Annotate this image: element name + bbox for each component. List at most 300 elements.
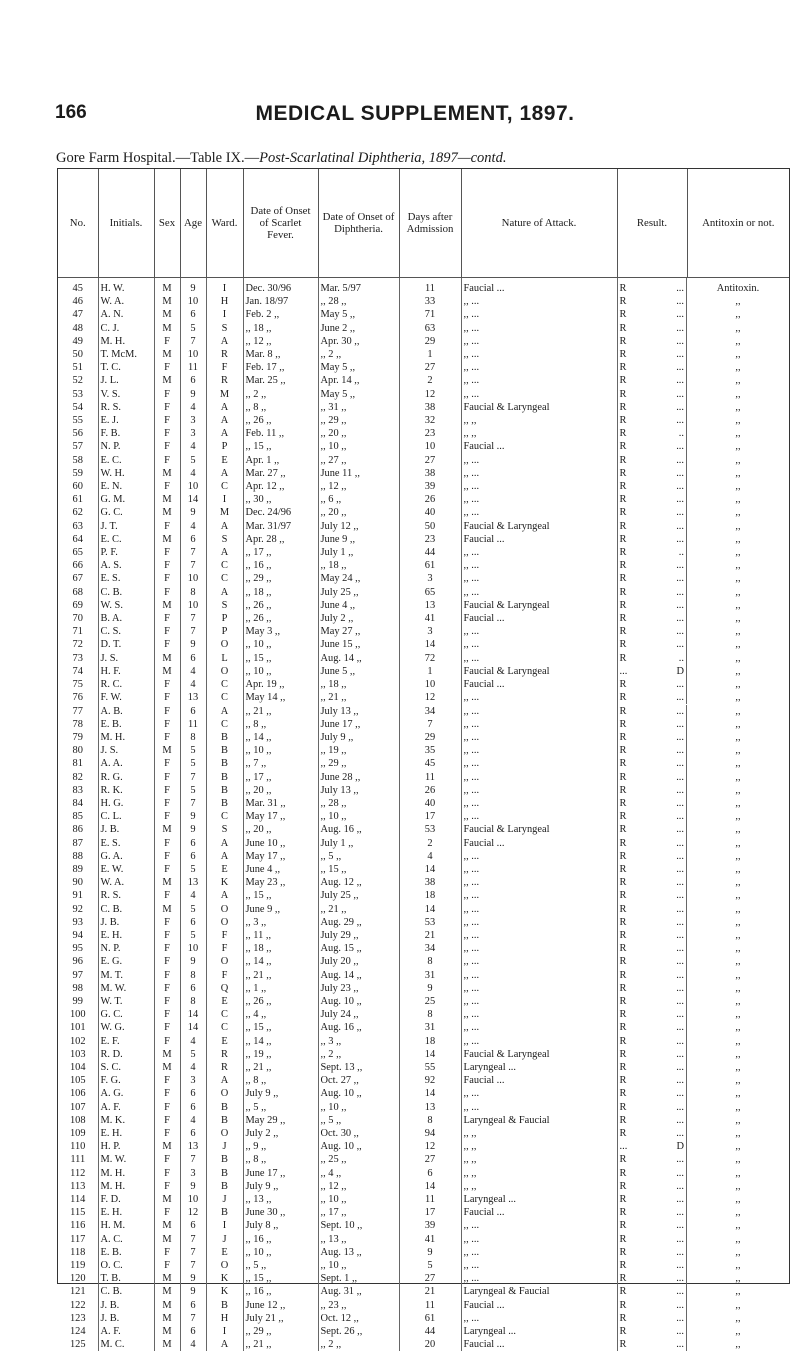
cell-ward: A xyxy=(206,520,243,533)
cell-ward: B xyxy=(206,784,243,797)
cell-antitoxin: ,, xyxy=(687,995,789,1008)
result-died: ... xyxy=(676,1299,684,1312)
cell-antitoxin: ,, xyxy=(687,348,789,361)
cell-result xyxy=(618,757,688,770)
table-row xyxy=(58,625,789,638)
cell-age: 9 xyxy=(180,1180,206,1193)
cell-days: 53 xyxy=(399,916,461,929)
cell-sex: M xyxy=(154,374,180,387)
result-died: ... xyxy=(676,454,684,467)
cell-sex: M xyxy=(154,652,180,665)
cell-no: 78 xyxy=(58,718,98,731)
cell-ward: A xyxy=(206,1338,243,1351)
cell-antitoxin: ,, xyxy=(687,929,789,942)
cell-age: 8 xyxy=(180,731,206,744)
result-recovered: R xyxy=(620,1312,627,1325)
cell-sex: M xyxy=(154,467,180,480)
cell-initials: E. J. xyxy=(98,414,154,427)
cell-scarlet-onset: ,, 14 ,, xyxy=(243,731,318,744)
cell-nature: Faucial & Laryngeal xyxy=(461,520,617,533)
cell-nature: ,, ,, xyxy=(461,1153,617,1166)
cell-initials: H. M. xyxy=(98,1219,154,1232)
cell-diphtheria-onset: ,, 21 ,, xyxy=(318,691,399,704)
cell-age: 4 xyxy=(180,467,206,480)
cell-diphtheria-onset: May 5 ,, xyxy=(318,361,399,374)
table-row xyxy=(58,1246,789,1259)
cell-days: 38 xyxy=(399,876,461,889)
cell-scarlet-onset: June 30 ,, xyxy=(243,1206,318,1219)
cell-result xyxy=(618,1233,688,1246)
cell-result xyxy=(618,348,688,361)
result-died: ... xyxy=(676,1233,684,1246)
result-recovered: R xyxy=(620,1233,627,1246)
cell-nature: Laryngeal ... xyxy=(461,1061,617,1074)
cell-scarlet-onset: ,, 10 ,, xyxy=(243,638,318,651)
cell-scarlet-onset: ,, 11 ,, xyxy=(243,929,318,942)
cell-initials: E. B. xyxy=(98,718,154,731)
cell-ward: J xyxy=(206,1193,243,1206)
result-recovered: R xyxy=(620,995,627,1008)
cell-antitoxin: ,, xyxy=(687,797,789,810)
cell-days: 12 xyxy=(399,1140,461,1153)
cell-scarlet-onset: Apr. 12 ,, xyxy=(243,480,318,493)
cell-antitoxin: ,, xyxy=(687,1193,789,1206)
table-row xyxy=(58,1233,789,1246)
cell-diphtheria-onset: July 12 ,, xyxy=(318,520,399,533)
table-row xyxy=(58,572,789,585)
result-died: ... xyxy=(676,823,684,836)
cell-days: 11 xyxy=(399,278,461,296)
result-recovered: R xyxy=(620,1101,627,1114)
cell-days: 94 xyxy=(399,1127,461,1140)
result-recovered: R xyxy=(620,797,627,810)
cell-days: 44 xyxy=(399,546,461,559)
cell-no: 86 xyxy=(58,823,98,836)
table-row xyxy=(58,1048,789,1061)
cell-days: 10 xyxy=(399,678,461,691)
cell-days: 14 xyxy=(399,638,461,651)
cell-days: 33 xyxy=(399,295,461,308)
table-row xyxy=(58,823,789,836)
cell-no: 108 xyxy=(58,1114,98,1127)
cell-nature: ,, ... xyxy=(461,625,617,638)
cell-scarlet-onset: ,, 26 ,, xyxy=(243,612,318,625)
cell-ward: A xyxy=(206,705,243,718)
column-header: Result. xyxy=(617,169,687,278)
cell-age: 11 xyxy=(180,361,206,374)
cell-no: 57 xyxy=(58,440,98,453)
cell-diphtheria-onset: ,, 28 ,, xyxy=(318,797,399,810)
cell-initials: C. J. xyxy=(98,322,154,335)
cell-days: 61 xyxy=(399,1312,461,1325)
cell-result xyxy=(618,744,688,757)
result-recovered: R xyxy=(620,1087,627,1100)
cell-ward: C xyxy=(206,691,243,704)
cell-age: 3 xyxy=(180,1074,206,1087)
cell-age: 7 xyxy=(180,612,206,625)
cell-days: 8 xyxy=(399,955,461,968)
cell-nature: ,, ... xyxy=(461,361,617,374)
cell-antitoxin: ,, xyxy=(687,1074,789,1087)
cell-initials: A. S. xyxy=(98,559,154,572)
cell-antitoxin: ,, xyxy=(687,850,789,863)
cell-initials: M. W. xyxy=(98,1153,154,1166)
cell-ward: A xyxy=(206,889,243,902)
cell-result xyxy=(618,823,688,836)
cell-antitoxin: ,, xyxy=(687,295,789,308)
cell-days: 23 xyxy=(399,533,461,546)
cell-diphtheria-onset: ,, 12 ,, xyxy=(318,480,399,493)
cell-sex: F xyxy=(154,572,180,585)
cell-scarlet-onset: June 17 ,, xyxy=(243,1167,318,1180)
cell-nature: Faucial & Laryngeal xyxy=(461,401,617,414)
table-row xyxy=(58,1087,789,1100)
cell-no: 121 xyxy=(58,1285,98,1298)
cell-initials: C. S. xyxy=(98,625,154,638)
cell-age: 6 xyxy=(180,916,206,929)
result-recovered: R xyxy=(620,744,627,757)
table-body xyxy=(58,278,789,1351)
table-row xyxy=(58,916,789,929)
cell-sex: F xyxy=(154,1246,180,1259)
cell-diphtheria-onset: ,, 15 ,, xyxy=(318,863,399,876)
cell-ward: S xyxy=(206,533,243,546)
table-row xyxy=(58,1008,789,1021)
result-recovered: R xyxy=(620,308,627,321)
cell-scarlet-onset: July 8 ,, xyxy=(243,1219,318,1232)
cell-no: 94 xyxy=(58,929,98,942)
cell-diphtheria-onset: June 9 ,, xyxy=(318,533,399,546)
cell-nature: ,, ... xyxy=(461,493,617,506)
result-recovered: R xyxy=(620,440,627,453)
cell-diphtheria-onset: ,, 21 ,, xyxy=(318,903,399,916)
cell-scarlet-onset: June 4 ,, xyxy=(243,863,318,876)
cell-scarlet-onset: May 17 ,, xyxy=(243,850,318,863)
table-row xyxy=(58,810,789,823)
cell-initials: W. G. xyxy=(98,1021,154,1034)
cell-days: 20 xyxy=(399,1338,461,1351)
result-recovered: R xyxy=(620,1219,627,1232)
result-recovered: R xyxy=(620,771,627,784)
result-recovered: R xyxy=(620,480,627,493)
cell-sex: F xyxy=(154,559,180,572)
cell-nature: ,, ... xyxy=(461,454,617,467)
result-recovered: R xyxy=(620,1008,627,1021)
cell-sex: M xyxy=(154,1285,180,1298)
cell-initials: A. A. xyxy=(98,757,154,770)
cell-ward: F xyxy=(206,929,243,942)
cell-result xyxy=(618,335,688,348)
cell-no: 103 xyxy=(58,1048,98,1061)
result-recovered: R xyxy=(620,493,627,506)
cell-initials: F. D. xyxy=(98,1193,154,1206)
cell-antitoxin: ,, xyxy=(687,1008,789,1021)
cell-days: 44 xyxy=(399,1325,461,1338)
cell-ward: O xyxy=(206,665,243,678)
result-recovered: R xyxy=(620,282,627,295)
cell-result xyxy=(618,1285,688,1298)
table-row xyxy=(58,1180,789,1193)
cell-sex: M xyxy=(154,278,180,296)
cell-sex: M xyxy=(154,533,180,546)
cell-no: 63 xyxy=(58,520,98,533)
cell-ward: I xyxy=(206,1219,243,1232)
cell-antitoxin: ,, xyxy=(687,1101,789,1114)
cell-sex: M xyxy=(154,903,180,916)
cell-scarlet-onset: ,, 21 ,, xyxy=(243,969,318,982)
cell-sex: F xyxy=(154,1021,180,1034)
result-died: ... xyxy=(676,982,684,995)
cell-nature: ,, ... xyxy=(461,718,617,731)
cell-scarlet-onset: ,, 12 ,, xyxy=(243,335,318,348)
result-died: ... xyxy=(676,955,684,968)
cell-scarlet-onset: ,, 21 ,, xyxy=(243,1061,318,1074)
cell-no: 79 xyxy=(58,731,98,744)
table-row xyxy=(58,480,789,493)
cell-ward: B xyxy=(206,1153,243,1166)
column-header: Ward. xyxy=(206,169,243,278)
cell-ward: B xyxy=(206,1167,243,1180)
result-died: ... xyxy=(676,1338,684,1351)
cell-antitoxin: ,, xyxy=(687,1338,789,1351)
cell-age: 6 xyxy=(180,1127,206,1140)
cell-days: 21 xyxy=(399,1285,461,1298)
result-died: ... xyxy=(676,903,684,916)
result-died: ... xyxy=(676,559,684,572)
cell-result xyxy=(618,929,688,942)
cell-result xyxy=(618,678,688,691)
cell-scarlet-onset: June 10 ,, xyxy=(243,837,318,850)
result-recovered: R xyxy=(620,401,627,414)
cell-nature: ,, ,, xyxy=(461,1180,617,1193)
cell-diphtheria-onset: Aug. 16 ,, xyxy=(318,1021,399,1034)
cell-result xyxy=(618,520,688,533)
table-row xyxy=(58,374,789,387)
result-died: ... xyxy=(676,1087,684,1100)
cell-age: 7 xyxy=(180,546,206,559)
cell-antitoxin: ,, xyxy=(687,837,789,850)
cell-ward: O xyxy=(206,638,243,651)
table-row xyxy=(58,335,789,348)
page-header xyxy=(55,102,775,128)
cell-diphtheria-onset: ,, 23 ,, xyxy=(318,1299,399,1312)
cell-result xyxy=(618,1048,688,1061)
table-row xyxy=(58,278,789,296)
cell-age: 13 xyxy=(180,691,206,704)
result-recovered: R xyxy=(620,863,627,876)
cell-initials: R. S. xyxy=(98,889,154,902)
cell-ward: C xyxy=(206,572,243,585)
cell-antitoxin: ,, xyxy=(687,652,789,665)
result-recovered: R xyxy=(620,374,627,387)
cell-diphtheria-onset: July 2 ,, xyxy=(318,612,399,625)
cell-result xyxy=(618,1312,688,1325)
cell-nature: ,, ... xyxy=(461,348,617,361)
cell-sex: F xyxy=(154,995,180,1008)
cell-diphtheria-onset: ,, 4 ,, xyxy=(318,1167,399,1180)
result-died: ... xyxy=(676,414,684,427)
cell-days: 71 xyxy=(399,308,461,321)
result-recovered: R xyxy=(620,823,627,836)
cell-initials: F. B. xyxy=(98,427,154,440)
cell-result xyxy=(618,401,688,414)
cell-age: 13 xyxy=(180,876,206,889)
cell-result xyxy=(618,1246,688,1259)
cell-age: 10 xyxy=(180,599,206,612)
table-row xyxy=(58,889,789,902)
cell-days: 13 xyxy=(399,1101,461,1114)
cell-age: 6 xyxy=(180,308,206,321)
cell-nature: Faucial ... xyxy=(461,440,617,453)
result-recovered: R xyxy=(620,916,627,929)
cell-days: 8 xyxy=(399,1114,461,1127)
cell-age: 10 xyxy=(180,295,206,308)
cell-initials: H. P. xyxy=(98,1140,154,1153)
result-died: ... xyxy=(676,388,684,401)
table-row xyxy=(58,533,789,546)
cell-ward: A xyxy=(206,586,243,599)
cell-age: 4 xyxy=(180,1338,206,1351)
cell-diphtheria-onset: ,, 5 ,, xyxy=(318,850,399,863)
cell-no: 125 xyxy=(58,1338,98,1351)
cell-result xyxy=(618,374,688,387)
cell-age: 12 xyxy=(180,1206,206,1219)
cell-initials: C. B. xyxy=(98,903,154,916)
cell-antitoxin: ,, xyxy=(687,322,789,335)
cell-initials: M. K. xyxy=(98,1114,154,1127)
result-recovered: R xyxy=(620,705,627,718)
cell-initials: C. L. xyxy=(98,810,154,823)
cell-days: 9 xyxy=(399,1246,461,1259)
cell-initials: C. B. xyxy=(98,586,154,599)
cell-days: 12 xyxy=(399,388,461,401)
cell-result xyxy=(618,837,688,850)
cell-age: 9 xyxy=(180,1285,206,1298)
cell-antitoxin: Antitoxin. xyxy=(687,278,789,296)
cell-age: 6 xyxy=(180,1299,206,1312)
cell-antitoxin: ,, xyxy=(687,1061,789,1074)
cell-result xyxy=(618,440,688,453)
cell-scarlet-onset: ,, 5 ,, xyxy=(243,1101,318,1114)
cell-age: 4 xyxy=(180,665,206,678)
cell-ward: I xyxy=(206,278,243,296)
cell-initials: O. C. xyxy=(98,1259,154,1272)
cell-age: 9 xyxy=(180,810,206,823)
cell-diphtheria-onset: ,, 29 ,, xyxy=(318,757,399,770)
cell-ward: Q xyxy=(206,982,243,995)
cell-scarlet-onset: ,, 29 ,, xyxy=(243,1325,318,1338)
cell-ward: K xyxy=(206,876,243,889)
table-row xyxy=(58,427,789,440)
cell-sex: F xyxy=(154,969,180,982)
table-row xyxy=(58,1193,789,1206)
cell-scarlet-onset: ,, 13 ,, xyxy=(243,1193,318,1206)
result-recovered: R xyxy=(620,322,627,335)
cell-result xyxy=(618,1061,688,1074)
cell-days: 45 xyxy=(399,757,461,770)
cell-age: 14 xyxy=(180,493,206,506)
cell-diphtheria-onset: Aug. 12 ,, xyxy=(318,876,399,889)
result-died: ... xyxy=(676,916,684,929)
cell-sex: F xyxy=(154,335,180,348)
result-recovered: R xyxy=(620,612,627,625)
table-row xyxy=(58,678,789,691)
cell-sex: F xyxy=(154,638,180,651)
cell-sex: F xyxy=(154,797,180,810)
cell-initials: M. H. xyxy=(98,335,154,348)
result-died: ... xyxy=(676,744,684,757)
cell-no: 104 xyxy=(58,1061,98,1074)
cell-antitoxin: ,, xyxy=(687,705,789,718)
cell-sex: M xyxy=(154,493,180,506)
cell-initials: R. K. xyxy=(98,784,154,797)
cell-result xyxy=(618,493,688,506)
cell-no: 54 xyxy=(58,401,98,414)
cell-nature: ,, ... xyxy=(461,1101,617,1114)
cell-nature: ,, ,, xyxy=(461,1127,617,1140)
table-row xyxy=(58,837,789,850)
cell-antitoxin: ,, xyxy=(687,955,789,968)
cell-scarlet-onset: ,, 1 ,, xyxy=(243,982,318,995)
table-row xyxy=(58,850,789,863)
result-died: .. xyxy=(679,652,684,665)
cell-ward: B xyxy=(206,1299,243,1312)
cell-no: 59 xyxy=(58,467,98,480)
cell-age: 6 xyxy=(180,1087,206,1100)
cell-nature: ,, ... xyxy=(461,863,617,876)
cell-ward: A xyxy=(206,427,243,440)
cell-initials: E. B. xyxy=(98,1246,154,1259)
cell-days: 27 xyxy=(399,361,461,374)
cell-antitoxin: ,, xyxy=(687,1206,789,1219)
cell-nature: Faucial ... xyxy=(461,1299,617,1312)
cell-no: 49 xyxy=(58,335,98,348)
result-died: ... xyxy=(676,612,684,625)
cell-nature: ,, ... xyxy=(461,1312,617,1325)
cell-sex: F xyxy=(154,771,180,784)
cell-sex: F xyxy=(154,810,180,823)
cell-days: 14 xyxy=(399,863,461,876)
result-died: ... xyxy=(676,718,684,731)
cell-diphtheria-onset: July 23 ,, xyxy=(318,982,399,995)
cell-diphtheria-onset: June 11 ,, xyxy=(318,467,399,480)
cell-antitoxin: ,, xyxy=(687,757,789,770)
table-row xyxy=(58,942,789,955)
cell-result xyxy=(618,454,688,467)
result-died: ... xyxy=(676,361,684,374)
cell-ward: F xyxy=(206,969,243,982)
cell-result xyxy=(618,612,688,625)
cell-scarlet-onset: ,, 15 ,, xyxy=(243,1021,318,1034)
cell-initials: A. B. xyxy=(98,705,154,718)
table-row xyxy=(58,1114,789,1127)
cell-antitoxin: ,, xyxy=(687,599,789,612)
cell-scarlet-onset: Dec. 30/96 xyxy=(243,278,318,296)
cell-initials: J. B. xyxy=(98,1312,154,1325)
cell-nature: ,, ... xyxy=(461,1259,617,1272)
cell-no: 50 xyxy=(58,348,98,361)
cell-nature: Laryngeal ... xyxy=(461,1193,617,1206)
cell-scarlet-onset: May 23 ,, xyxy=(243,876,318,889)
cell-nature: ,, ... xyxy=(461,982,617,995)
cell-no: 45 xyxy=(58,278,98,296)
cell-sex: F xyxy=(154,427,180,440)
cell-age: 7 xyxy=(180,1312,206,1325)
cell-days: 17 xyxy=(399,1206,461,1219)
cell-ward: C xyxy=(206,559,243,572)
result-died: ... xyxy=(676,1193,684,1206)
result-recovered: R xyxy=(620,876,627,889)
